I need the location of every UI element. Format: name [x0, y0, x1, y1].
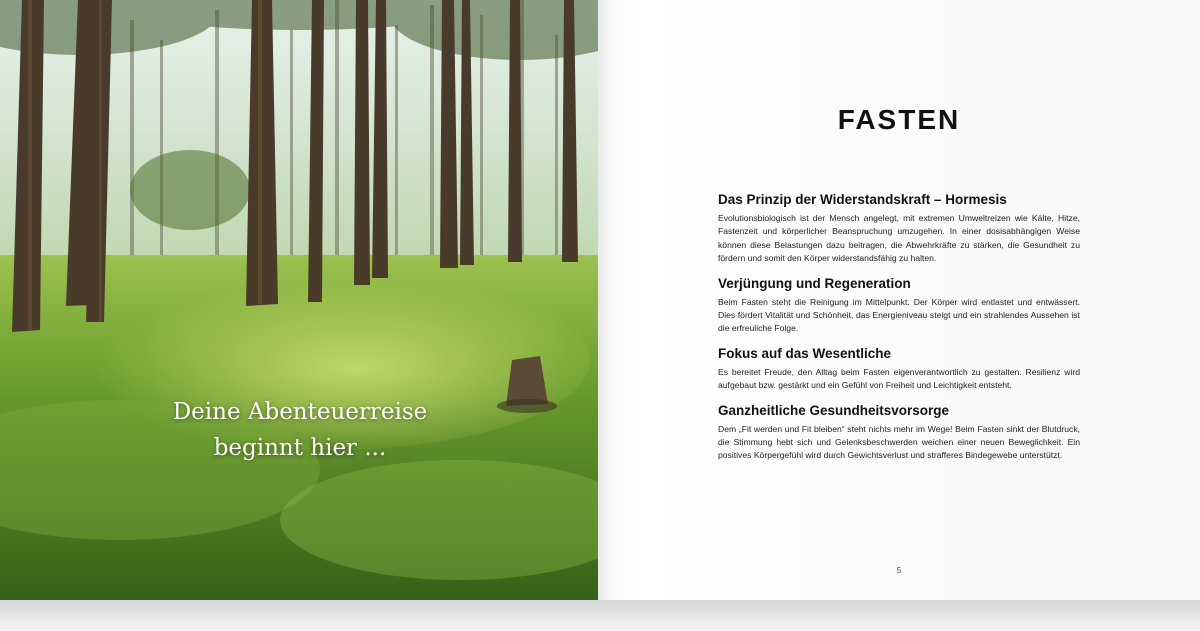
section-hormesis	[718, 192, 1080, 266]
section-heading: Fokus auf das Wesentliche	[718, 345, 892, 361]
forest-photo	[0, 0, 598, 606]
caption-line-2: beginnt hier ...	[213, 435, 387, 461]
caption-line-1: Deine Abenteuerreise	[172, 399, 428, 425]
section-heading: Das Prinzip der Widerstandskraft – Hormesis	[718, 192, 1007, 207]
section-body: Evolutionsbiologisch ist der Mensch angelegt, mit extremen Umweltreizen wie Kälte, Hitze, Fastenzeit und körperlicher Beanspruchung umzugehen. In einer dosisabhängigen Weise können diese Belastungen dazu beitragen, die Abwehrkräfte zu stärken, die Gesundheit zu fördern und somit den Körper widerstandsfähig zu halten.	[718, 213, 1080, 264]
photo-caption	[120, 394, 480, 466]
text-page	[598, 0, 1200, 606]
forest-illustration	[0, 0, 598, 606]
section-heading: Ganzheitliche Gesundheitsvorsorge	[718, 402, 950, 418]
book-shadow	[0, 600, 1200, 631]
section-heading: Verjüngung und Regeneration	[718, 275, 911, 291]
section-focus	[718, 346, 1080, 393]
section-body: Es bereitet Freude, den Alltag beim Fasten eigenverantwortlich zu gestalten. Resilienz wird aufgebaut bzw. gestärkt und ein Gefühl von Freiheit und Leichtigkeit entsteht.	[718, 366, 1080, 391]
section-health	[718, 403, 1080, 463]
section-regeneration	[718, 276, 1080, 336]
sections	[718, 192, 1080, 473]
page-title: FASTEN	[837, 104, 961, 135]
page-number: 5	[896, 566, 902, 575]
section-body: Beim Fasten steht die Reinigung im Mittelpunkt. Der Körper wird entlastet und entwässert. Dies fördert Vitalität und Schönheit, das Energieniveau steigt und ein strahlendes Aussehen ist die erfreuliche Folge.	[718, 296, 1080, 334]
section-body: Dem „Fit werden und Fit bleiben“ steht nichts mehr im Wege! Beim Fasten sinkt der Blutdruck, die Stimmung hebt sich und Gelenksbeschwerden weichen einer neuen Beweglichkeit. Ein positives Körpergefühl wird durch Gewichtsverlust und strafferes Bindegewebe unterstützt.	[718, 423, 1080, 461]
